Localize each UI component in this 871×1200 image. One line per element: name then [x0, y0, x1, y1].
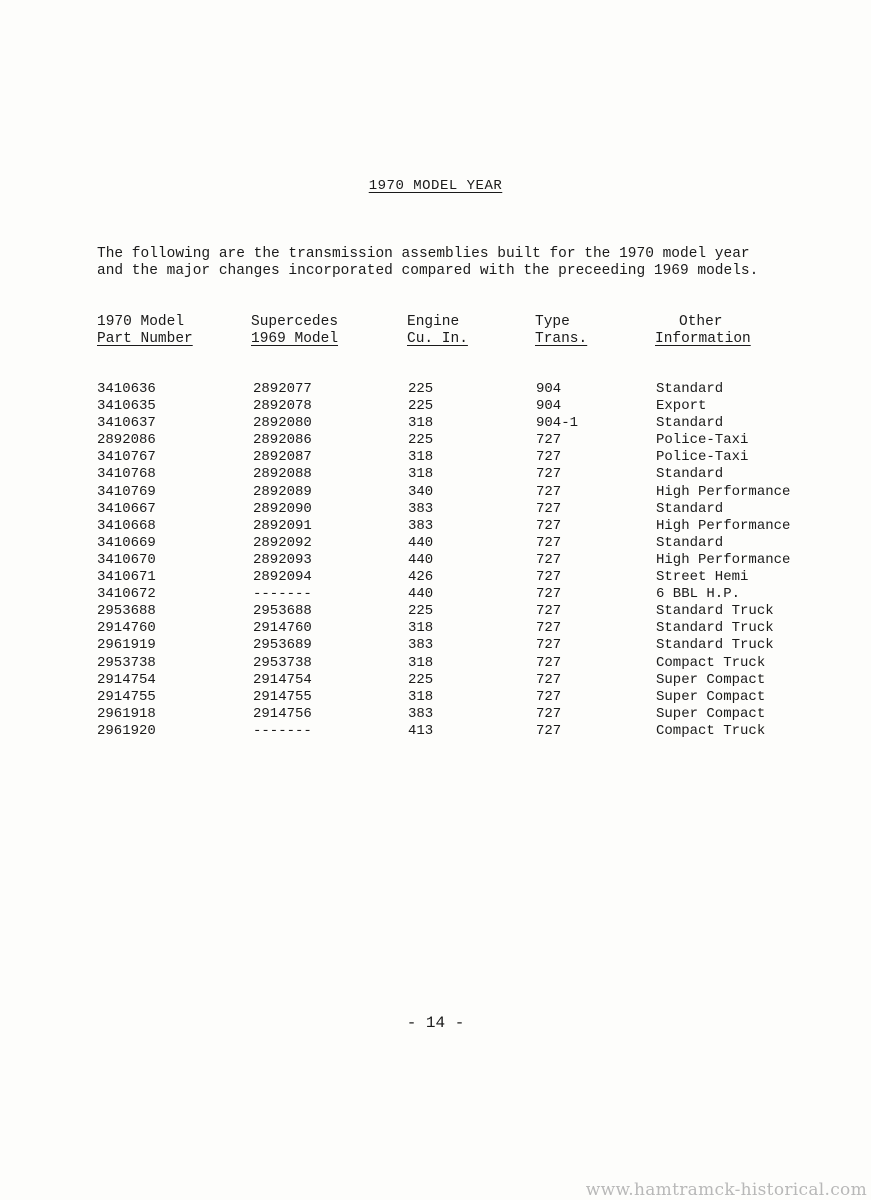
column-header-engine: [407, 314, 468, 348]
cell-supercedes: 2892093: [253, 551, 312, 568]
cell-engine: 225: [408, 432, 434, 449]
table-row: [0, 449, 871, 466]
cell-supercedes: 2892089: [253, 483, 312, 500]
cell-other: Standard: [656, 534, 724, 551]
cell-supercedes: 2914754: [253, 671, 312, 688]
cell-type: 904: [536, 381, 562, 397]
cell-supercedes: 2892088: [253, 466, 312, 483]
table-row: [0, 569, 871, 586]
cell-other: Super Compact: [656, 705, 766, 722]
cell-engine: 383: [408, 705, 434, 722]
column-header-part-number: [97, 314, 193, 348]
cell-supercedes: 2914756: [253, 705, 312, 722]
cell-supercedes: 2892092: [253, 534, 312, 551]
cell-supercedes: 2892077: [253, 381, 312, 397]
intro-line-2: and the major changes incorporated compared with the preceeding 1969 models.: [97, 263, 759, 279]
table-row: [0, 586, 871, 603]
column-header-line: Engine: [407, 314, 460, 330]
cell-engine: 426: [408, 569, 434, 586]
cell-other: Standard Truck: [656, 620, 774, 637]
page-title-text: 1970 MODEL YEAR: [368, 178, 503, 194]
page-title: [0, 178, 871, 194]
cell-engine: 413: [408, 722, 434, 739]
cell-part: 3410637: [97, 415, 156, 432]
cell-engine: 225: [408, 381, 434, 397]
table-row: [0, 637, 871, 654]
cell-part: 3410669: [97, 534, 156, 551]
cell-other: High Performance: [656, 551, 791, 568]
cell-part: 3410670: [97, 551, 156, 568]
table-row: [0, 620, 871, 637]
cell-part: 3410672: [97, 586, 156, 603]
cell-type: 727: [536, 620, 562, 637]
cell-type: 727: [536, 569, 562, 586]
cell-part: 3410767: [97, 449, 156, 466]
cell-engine: 383: [408, 500, 434, 517]
transmission-table: [0, 381, 871, 740]
cell-supercedes: 2892087: [253, 449, 312, 466]
cell-part: 3410671: [97, 569, 156, 586]
table-row: [0, 723, 871, 740]
cell-other: Standard: [656, 381, 724, 397]
column-header-line: Part Number: [97, 331, 193, 347]
cell-engine: 440: [408, 551, 434, 568]
cell-engine: 225: [408, 671, 434, 688]
cell-other: Compact Truck: [656, 722, 766, 739]
table-row: [0, 535, 871, 552]
table-row: [0, 484, 871, 501]
cell-part: 3410636: [97, 381, 156, 397]
cell-supercedes: 2914755: [253, 688, 312, 705]
table-row: [0, 415, 871, 432]
cell-type: 727: [536, 637, 562, 654]
column-header-other: [655, 314, 751, 348]
cell-engine: 225: [408, 603, 434, 620]
cell-type: 904-1: [536, 415, 579, 432]
cell-part: 2914754: [97, 671, 156, 688]
cell-part: 2914755: [97, 688, 156, 705]
cell-type: 727: [536, 432, 562, 449]
cell-engine: 225: [408, 398, 434, 415]
cell-supercedes: 2892078: [253, 398, 312, 415]
column-header-line: Information: [655, 331, 751, 347]
cell-supercedes: -------: [253, 586, 312, 603]
cell-type: 727: [536, 722, 562, 739]
cell-type: 727: [536, 688, 562, 705]
column-header-line: Trans.: [535, 331, 588, 347]
cell-part: 3410769: [97, 483, 156, 500]
cell-engine: 318: [408, 449, 434, 466]
table-row: [0, 706, 871, 723]
table-row: [0, 432, 871, 449]
cell-supercedes: 2892094: [253, 569, 312, 586]
column-header-supercedes: [251, 314, 338, 348]
cell-other: Standard: [656, 415, 724, 432]
column-header-type: [535, 314, 587, 348]
cell-type: 727: [536, 500, 562, 517]
column-header-line: 1970 Model: [97, 314, 185, 330]
cell-engine: 318: [408, 688, 434, 705]
cell-supercedes: 2953688: [253, 603, 312, 620]
cell-part: 2914760: [97, 620, 156, 637]
intro-paragraph: [97, 246, 758, 280]
cell-other: Compact Truck: [656, 654, 766, 671]
cell-other: High Performance: [656, 517, 791, 534]
cell-supercedes: 2892086: [253, 432, 312, 449]
cell-engine: 440: [408, 586, 434, 603]
cell-type: 727: [536, 586, 562, 603]
page-number: - 14 -: [406, 1014, 465, 1032]
cell-supercedes: -------: [253, 722, 312, 739]
cell-supercedes: 2892080: [253, 415, 312, 432]
cell-other: High Performance: [656, 483, 791, 500]
cell-part: 3410668: [97, 517, 156, 534]
cell-part: 3410768: [97, 466, 156, 483]
cell-part: 3410667: [97, 500, 156, 517]
cell-type: 727: [536, 534, 562, 551]
cell-part: 2961920: [97, 722, 156, 739]
cell-other: Super Compact: [656, 671, 766, 688]
cell-supercedes: 2892091: [253, 517, 312, 534]
table-row: [0, 672, 871, 689]
cell-other: Standard Truck: [656, 603, 774, 620]
column-header-line: Supercedes: [251, 314, 339, 330]
cell-other: Standard Truck: [656, 637, 774, 654]
cell-type: 727: [536, 449, 562, 466]
cell-engine: 318: [408, 620, 434, 637]
column-header-line: Type: [535, 314, 570, 330]
cell-other: Police-Taxi: [656, 449, 749, 466]
table-row: [0, 466, 871, 483]
cell-supercedes: 2953738: [253, 654, 312, 671]
cell-other: Standard: [656, 500, 724, 517]
table-row: [0, 398, 871, 415]
cell-type: 727: [536, 671, 562, 688]
cell-type: 727: [536, 603, 562, 620]
intro-line-1: The following are the transmission assemblies built for the 1970 model year: [97, 246, 750, 262]
column-header-line: 1969 Model: [251, 331, 339, 347]
cell-other: Standard: [656, 466, 724, 483]
cell-part: 2953688: [97, 603, 156, 620]
cell-other: Street Hemi: [656, 569, 749, 586]
cell-type: 727: [536, 517, 562, 534]
column-header-line: Cu. In.: [407, 331, 468, 347]
cell-type: 727: [536, 466, 562, 483]
cell-engine: 440: [408, 534, 434, 551]
cell-type: 727: [536, 551, 562, 568]
cell-part: 2953738: [97, 654, 156, 671]
table-row: [0, 603, 871, 620]
table-row: [0, 381, 871, 398]
cell-part: 2961918: [97, 705, 156, 722]
cell-other: 6 BBL H.P.: [656, 586, 741, 603]
cell-part: 2961919: [97, 637, 156, 654]
cell-engine: 318: [408, 654, 434, 671]
table-row: [0, 689, 871, 706]
cell-part: 3410635: [97, 398, 156, 415]
cell-supercedes: 2914760: [253, 620, 312, 637]
table-row: [0, 552, 871, 569]
table-row: [0, 518, 871, 535]
cell-engine: 318: [408, 466, 434, 483]
cell-supercedes: 2953689: [253, 637, 312, 654]
cell-type: 727: [536, 654, 562, 671]
cell-other: Police-Taxi: [656, 432, 749, 449]
table-row: [0, 501, 871, 518]
cell-type: 727: [536, 483, 562, 500]
cell-type: 904: [536, 398, 562, 415]
column-header-line: Other: [679, 314, 723, 330]
cell-other: Super Compact: [656, 688, 766, 705]
cell-part: 2892086: [97, 432, 156, 449]
table-row: [0, 655, 871, 672]
cell-engine: 318: [408, 415, 434, 432]
cell-engine: 383: [408, 517, 434, 534]
cell-supercedes: 2892090: [253, 500, 312, 517]
cell-engine: 383: [408, 637, 434, 654]
cell-engine: 340: [408, 483, 434, 500]
watermark: www.hamtramck-historical.com: [585, 1180, 867, 1200]
cell-other: Export: [656, 398, 707, 415]
cell-type: 727: [536, 705, 562, 722]
